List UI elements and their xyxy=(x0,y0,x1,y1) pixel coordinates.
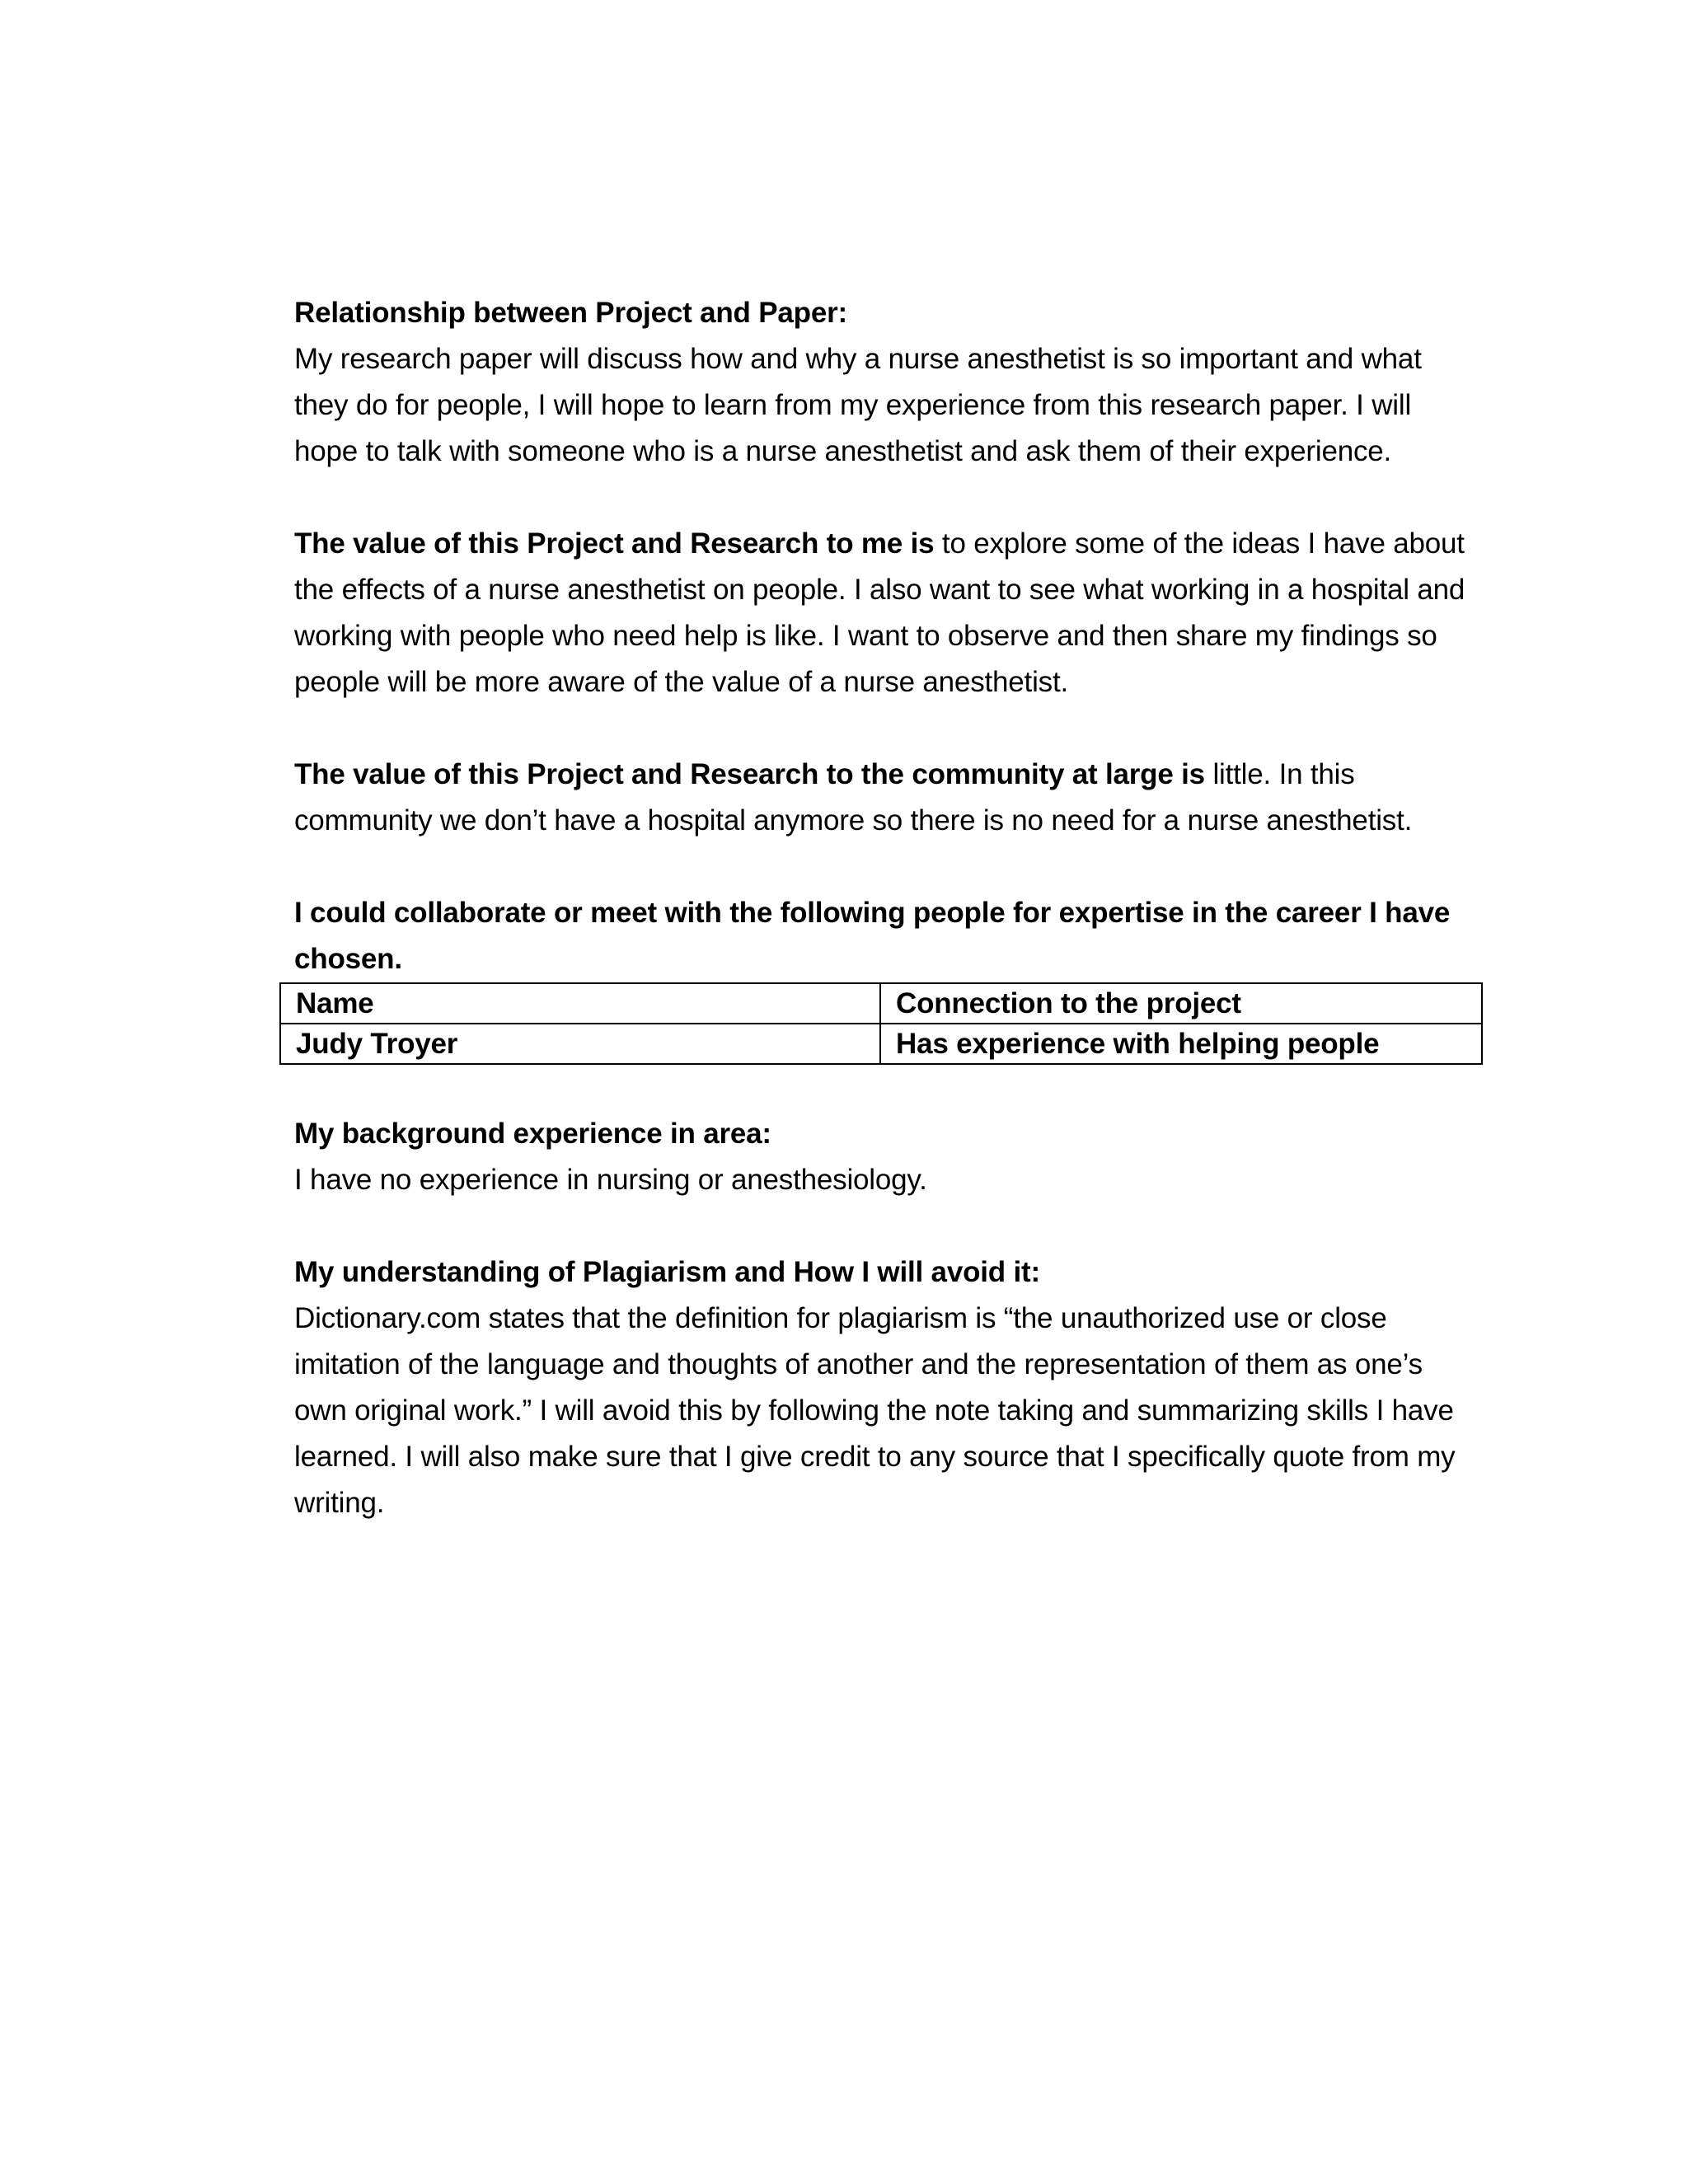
background-heading: My background experience in area: xyxy=(294,1118,771,1150)
value-to-me-section xyxy=(294,521,1481,705)
value-to-me-lead: The value of this Project and Research to me is xyxy=(294,527,935,560)
value-to-community-paragraph xyxy=(294,752,1481,844)
relationship-body: My research paper will discuss how and why a nurse anesthetist is so important and what they do for people, I will hope to learn from my experience from this research paper. I will hope to talk with someone who is a nurse anesthetist and ask them of their experience. xyxy=(294,343,1422,467)
relationship-section xyxy=(294,290,1481,475)
table-row xyxy=(280,1024,1482,1064)
table-header-connection: Connection to the project xyxy=(880,983,1482,1024)
document-page xyxy=(294,290,1481,1572)
plagiarism-section xyxy=(294,1249,1481,1526)
table-header-name: Name xyxy=(280,983,880,1024)
table-cell-connection: Has experience with helping people xyxy=(880,1024,1482,1064)
background-body: I have no experience in nursing or anesthesiology. xyxy=(294,1164,927,1196)
value-to-me-body: to explore some of the ideas I have about the effects of a nurse anesthetist on people. I also want to see what working in a hospital and working with people who need help is like. I want to observe and then share my findings so people will be more aware of the value of a nurse anesthetist. xyxy=(294,527,1465,698)
relationship-heading: Relationship between Project and Paper: xyxy=(294,297,847,329)
background-section xyxy=(294,1111,1481,1203)
value-to-community-section xyxy=(294,752,1481,844)
collaborate-heading: I could collaborate or meet with the following people for expertise in the career I have chosen. xyxy=(294,897,1451,975)
plagiarism-heading: My understanding of Plagiarism and How I will avoid it: xyxy=(294,1256,1040,1288)
people-table xyxy=(279,982,1483,1065)
table-cell-name: Judy Troyer xyxy=(280,1024,880,1064)
value-to-community-body: little. In this community we don’t have a hospital anymore so there is no need for a nurse anesthetist. xyxy=(294,758,1413,837)
table-header-row xyxy=(280,983,1482,1024)
value-to-me-paragraph xyxy=(294,521,1481,705)
plagiarism-body: Dictionary.com states that the definition for plagiarism is “the unauthorized use or close imitation of the language and thoughts of another and the representation of them as one’s own original work.” I will avoid this by following the note taking and summarizing skills I have learned. I will also make sure that I give credit to any source that I specifically quote from my writing. xyxy=(294,1302,1456,1519)
collaborate-section xyxy=(294,890,1481,1065)
value-to-community-lead: The value of this Project and Research to the community at large is xyxy=(294,758,1205,790)
